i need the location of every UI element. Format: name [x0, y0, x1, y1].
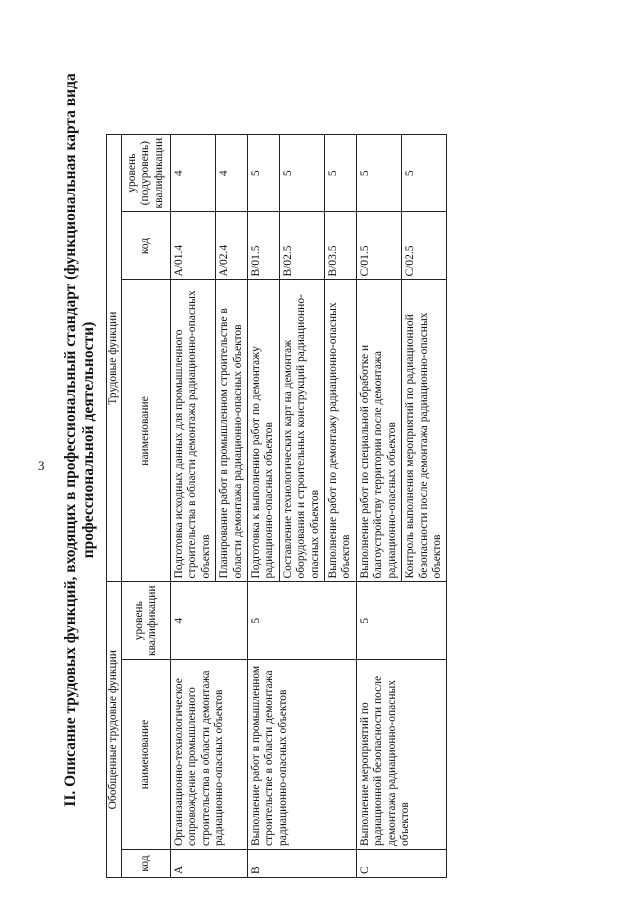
section-title-line-2: профессиональной деятельности) — [80, 321, 97, 559]
function-name: Выполнение работ по демонтажу радиационно-опасных объектов — [325, 280, 357, 582]
function-code: A/01.4 — [171, 212, 216, 280]
group-name: Организационно-технологическое сопровождение промышленного строительства в области демонтажа радиационно-опасных объектов — [171, 660, 248, 850]
group-code: B — [248, 850, 357, 878]
labor-functions-header: Трудовые функции — [107, 134, 122, 582]
rotated-page-content — [62, 10, 622, 890]
table-row — [171, 134, 216, 877]
function-name: Планирование работ в промышленном строительстве в области демонтажа радиационно-опасных объектов — [216, 280, 248, 582]
group-level: 4 — [171, 582, 248, 660]
col-header-code: код — [122, 850, 171, 878]
col-header-name: наименование — [122, 660, 171, 850]
function-code: B/03.5 — [325, 212, 357, 280]
function-level: 4 — [216, 134, 248, 212]
page-number: 3 — [38, 458, 45, 473]
function-level: 5 — [279, 134, 324, 212]
col-header-function-code: код — [122, 212, 171, 280]
function-code: C/01.5 — [356, 212, 401, 280]
function-name: Выполнение работ по специальной обработке и благоустройству территории после демонтажа радиационно-опасных объектов — [356, 280, 401, 582]
functional-map-table — [106, 134, 447, 878]
function-level: 5 — [325, 134, 357, 212]
group-level: 5 — [248, 582, 357, 660]
generalized-functions-header: Обобщенные трудовые функции — [107, 582, 122, 878]
function-level: 4 — [171, 134, 216, 212]
group-code: A — [171, 850, 248, 878]
col-header-function-name: наименование — [122, 280, 171, 582]
group-level: 5 — [356, 582, 446, 660]
section-title-line-1: II. Описание трудовых функций, входящих в профессиональный стандарт (функциональная карта вида — [62, 73, 79, 807]
function-code: B/02.5 — [279, 212, 324, 280]
col-header-function-level: уровень (подуровень) квалификации — [122, 134, 171, 212]
col-header-level: уровень квалификации — [122, 582, 171, 660]
function-level: 5 — [356, 134, 401, 212]
table-row — [248, 134, 280, 877]
function-code: A/02.4 — [216, 212, 248, 280]
function-code: B/01.5 — [248, 212, 280, 280]
function-name: Составление технологических карт на демонтаж оборудования и строительных конструкций радиационно-опасных объектов — [279, 280, 324, 582]
function-code: C/02.5 — [402, 212, 447, 280]
function-level: 5 — [402, 134, 447, 212]
group-code: C — [356, 850, 446, 878]
table-row — [356, 134, 401, 877]
group-name: Выполнение работ в промышленном строительстве в области демонтажа радиационно-опасных объектов — [248, 660, 357, 850]
function-name: Контроль выполнения мероприятий по радиационной безопасности после демонтажа радиационно-опасных объектов — [402, 280, 447, 582]
function-level: 5 — [248, 134, 280, 212]
function-name: Подготовка исходных данных для промышленного строительства в области демонтажа радиационно-опасных объектов — [171, 280, 216, 582]
group-name: Выполнение мероприятий по радиационной безопасности после демонтажа радиационно-опасных объектов — [356, 660, 446, 850]
section-title — [62, 60, 98, 890]
function-name: Подготовка к выполнению работ по демонтажу радиационно-опасных объектов — [248, 280, 280, 582]
